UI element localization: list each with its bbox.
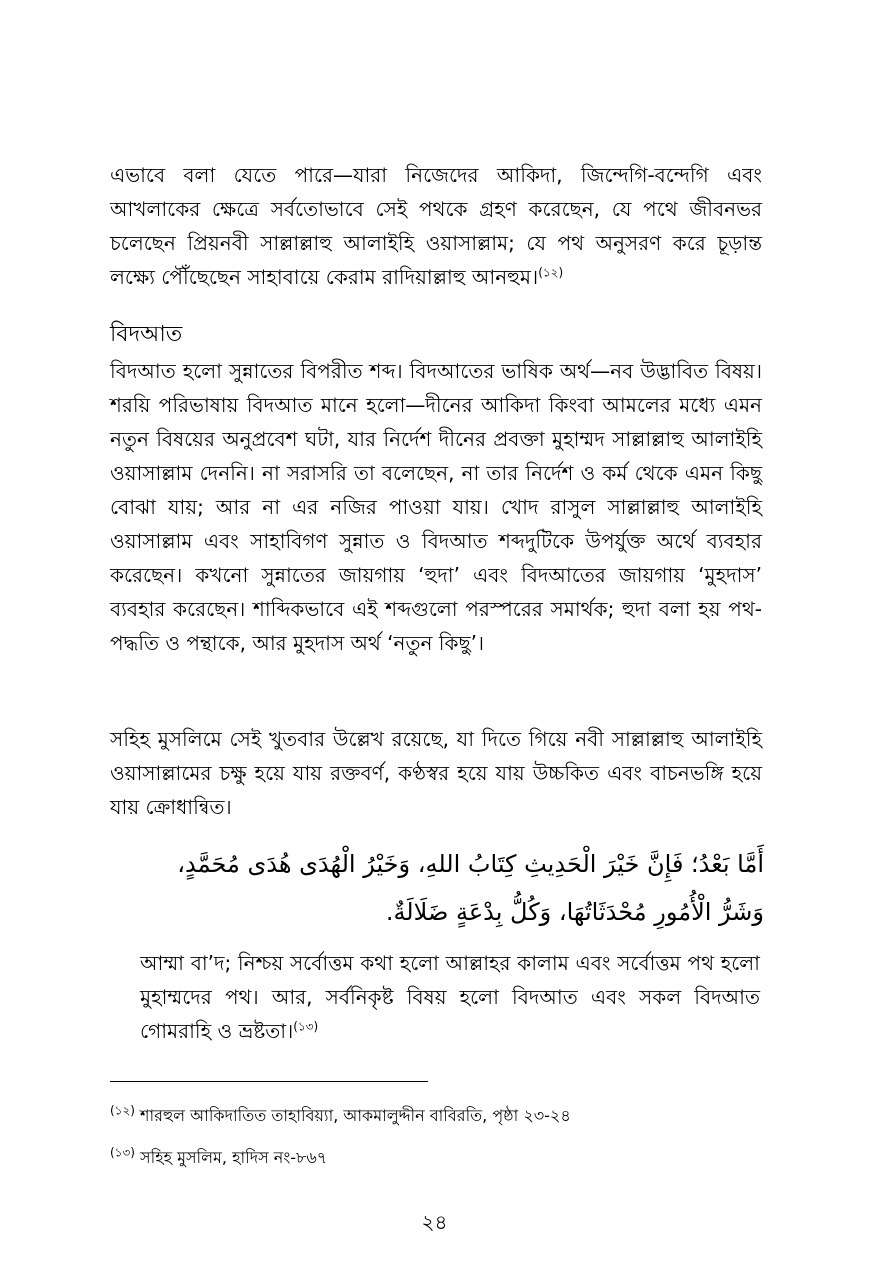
intro-paragraph-text: এভাবে বলা যেতে পারে—যারা নিজেদের আকিদা, জিন্দেগি-বন্দেগি এবং আখলাকের ক্ষেত্রে সর্বতোভাবে সেই পথকে গ্রহণ করেছেন, যে পথে জীবনভর চলেছেন প্রিয়নবী সাল্লাল্লাহু আলাইহি ওয়াসাল্লাম; যে পথ অনুসরণ করে চূড়ান্ত লক্ষ্যে পৌঁছেছেন সাহাবায়ে কেরাম রাদিয়াল্লাহু আনহুম। bbox=[110, 163, 762, 289]
footnote-ref-12: (১২) bbox=[538, 265, 564, 280]
footnote-divider bbox=[110, 1081, 428, 1082]
muslim-khutba-paragraph: সহিহ মুসলিমে সেই খুতবার উল্লেখ রয়েছে, যা দিতে গিয়ে নবী সাল্লাল্লাহু আলাইহি ওয়াসাল্লামের চক্ষু হয়ে যায় রক্তবর্ণ, কণ্ঠস্বর হয়ে যায় উচ্চকিত এবং বাচনভঙ্গি হয়ে যায় ক্রোধান্বিত। bbox=[110, 727, 762, 819]
footnote-marker: (১২) bbox=[110, 1103, 135, 1118]
footnote-12 bbox=[110, 1104, 762, 1128]
footnote-text: শারহুল আকিদাতিত তাহাবিয়্যা, আকমালুদ্দীন বাবিরতি, পৃষ্ঠা ২৩-২৪ bbox=[140, 1106, 571, 1125]
hadith-translation-text: আম্মা বা’দ; নিশ্চয় সর্বোত্তম কথা হলো আল্লাহর কালাম এবং সর্বোত্তম পথ হলো মুহাম্মদের পথ। আর, সর্বনিকৃষ্ট বিষয় হলো বিদআত এবং সকল বিদআত গোমরাহি ও ভ্রষ্টতা। bbox=[140, 951, 760, 1043]
hadith-translation bbox=[140, 946, 760, 1048]
footnote-marker: (১৩) bbox=[110, 1145, 135, 1160]
page-number: ২৪ bbox=[421, 1210, 448, 1234]
section-heading: বিদআত bbox=[110, 322, 183, 347]
footnote-text: সহিহ মুসলিম, হাদিস নং-৮৬৭ bbox=[140, 1148, 328, 1167]
footnote-13 bbox=[110, 1146, 762, 1170]
arabic-hadith-quote: أَمَّا بَعْدُ؛ فَإِنَّ خَيْرَ الْحَدِيثِ كِتَابُ اللهِ، وَخَيْرُ الْهُدَى هُدَى مُحَمَّدٍ، وَشَرُّ الْأُمُورِ مُحْدَثَاتُهَا، وَكُلُّ بِدْعَةٍ ضَلَالَةٌ. bbox=[177, 850, 764, 926]
footnote-ref-13: (১৩) bbox=[293, 1019, 319, 1034]
intro-paragraph bbox=[110, 158, 762, 294]
definition-paragraph: বিদআত হলো সুন্নাতের বিপরীত শব্দ। বিদআতের ভাষিক অর্থ—নব উদ্ভাবিত বিষয়। শরয়ি পরিভাষায় বিদআত মানে হলো—দীনের আকিদা কিংবা আমলের মধ্যে এমন নতুন বিষয়ের অনুপ্রবেশ ঘটা, যার নির্দেশ দীনের প্রবক্তা মুহাম্মদ সাল্লাল্লাহু আলাইহি ওয়াসাল্লাম দেননি। না সরাসরি তা বলেছেন, না তার নির্দেশ ও কর্ম থেকে এমন কিছু বোঝা যায়; আর না এর নজির পাওয়া যায়। খোদ রাসুল সাল্লাল্লাহু আলাইহি ওয়াসাল্লাম এবং সাহাবিগণ সুন্নাত ও বিদআত শব্দদুটিকে উপর্যুক্ত অর্থে ব্যবহার করেছেন। কখনো সুন্নাতের জায়গায় ‘হুদা’ এবং বিদআতের জায়গায় ‘মুহদাস’ ব্যবহার করেছেন। শাব্দিকভাবে এই শব্দগুলো পরস্পরের সমার্থক; হুদা বলা হয় পথ-পদ্ধতি ও পন্থাকে, আর মুহদাস অর্থ ‘নতুন কিছু’। bbox=[110, 359, 762, 655]
